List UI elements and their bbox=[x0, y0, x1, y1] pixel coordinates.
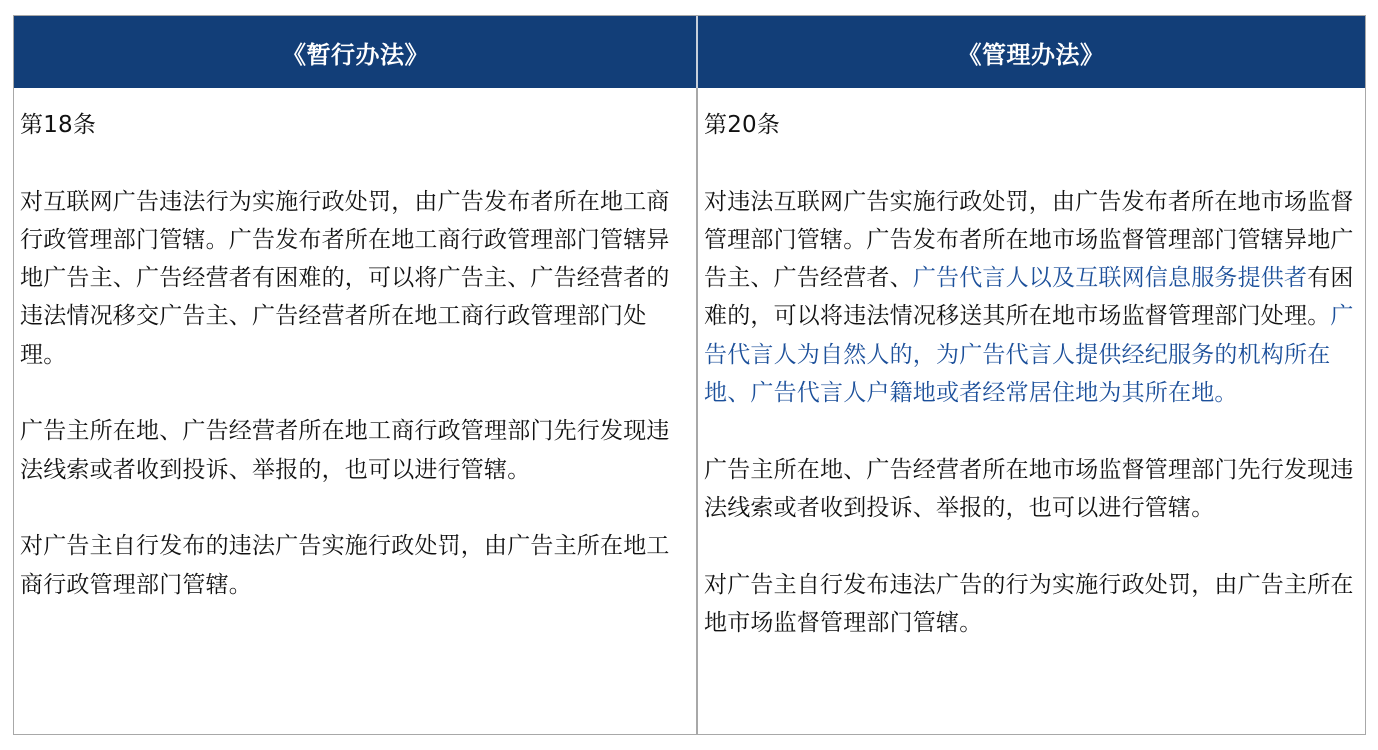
paragraph: 对互联网广告违法行为实施行政处罚，由广告发布者所在地工商行政管理部门管辖。广告发布者所在地工商行政管理部门管辖异地广告主、广告经营者有困难的，可以将广告主、广告经营者的违法情况移交广告主、广告经营者所在地工商行政管理部门处理。 bbox=[20, 188, 670, 368]
table-header bbox=[14, 16, 1365, 88]
text-segment: 对违法互联网广告实施行政处罚，由广告发布者所在地市场监督管理部门管辖。广告发布者所在地市场监督管理部门管辖异地广告主、广告经营者、 bbox=[704, 188, 1354, 292]
column-divider bbox=[696, 88, 698, 734]
paragraph bbox=[704, 183, 1356, 413]
highlighted-text: 广告代言人为自然人的，为广告代言人提供经纪服务的机构所在地、广告代言人户籍地或者经常居住地为其所在地。 bbox=[704, 303, 1354, 407]
text-segment: 有困难的，可以将违法情况移送其所在地市场监督管理部门处理。 bbox=[704, 265, 1354, 330]
interim-measures-column bbox=[20, 106, 675, 604]
paragraph: 对广告主自行发布违法广告的行为实施行政处罚，由广告主所在地市场监督管理部门管辖。 bbox=[704, 571, 1354, 636]
paragraph: 广告主所在地、广告经营者所在地市场监督管理部门先行发现违法线索或者收到投诉、举报的，也可以进行管辖。 bbox=[704, 456, 1354, 521]
table-body bbox=[14, 88, 1365, 734]
header-interim-measures: 《暂行办法》 bbox=[282, 40, 429, 69]
header-administrative-measures: 《管理办法》 bbox=[957, 40, 1105, 69]
highlighted-text: 广告代言人以及互联网信息服务提供者 bbox=[912, 265, 1308, 292]
article-number: 第18条 bbox=[20, 112, 97, 138]
article-number: 第20条 bbox=[704, 112, 781, 138]
administrative-measures-column bbox=[704, 106, 1356, 642]
paragraph: 广告主所在地、广告经营者所在地工商行政管理部门先行发现违法线索或者收到投诉、举报的，也可以进行管辖。 bbox=[20, 418, 670, 483]
paragraph: 对广告主自行发布的违法广告实施行政处罚，由广告主所在地工商行政管理部门管辖。 bbox=[20, 533, 670, 598]
comparison-table bbox=[13, 15, 1366, 735]
header-divider bbox=[696, 16, 698, 88]
